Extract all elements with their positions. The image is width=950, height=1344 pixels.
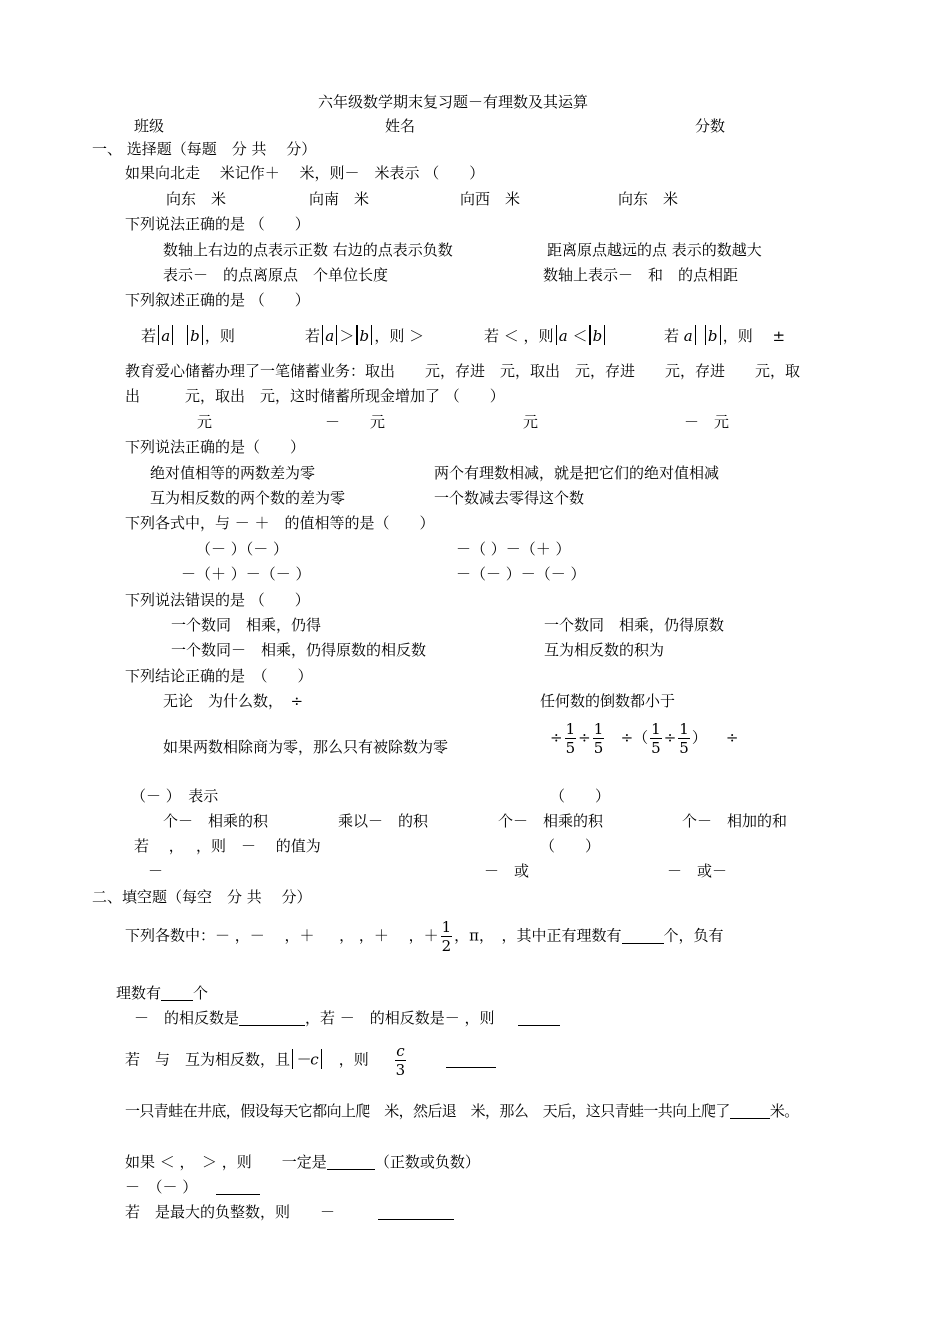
q6-option-c: －（＋ ）－（－ ） (181, 565, 311, 583)
q4-stem-line2: 出 元，取出 元，这时储蓄所现金增加了 （ ） (125, 387, 505, 405)
q8-option-c: 如果两数相除商为零，那么只有被除数为零 (163, 738, 449, 756)
q10-stem: 若 ， ，则 － 的值为 (134, 837, 321, 855)
q2-option-b: 距离原点越远的点 表示的数越大 (547, 241, 762, 259)
q1-option-c: 向西 米 (460, 190, 521, 208)
q10-option-b: － 或 (484, 862, 530, 880)
q10-answer-paren: （ ） (540, 837, 601, 855)
q5-option-c: 互为相反数的两个数的差为零 (150, 489, 346, 507)
blank-frog-distance[interactable] (730, 1102, 770, 1119)
q3-option-a: 若 a b ，则 (141, 327, 235, 345)
q2-stem: 下列说法正确的是 （ ） (125, 215, 310, 233)
section-1-heading: 一、 选择题（每题 分 共 分） (92, 140, 317, 158)
page-title: 六年级数学期末复习题－有理数及其运算 (318, 93, 589, 111)
q1-stem: 如果向北走 米记作＋ 米，则－ 米表示 （ ） (125, 164, 485, 182)
q6-option-d: －（－ ）－（－ ） (456, 565, 586, 583)
q6-stem: 下列各式中，与 － ＋ 的值相等的是（ ） (125, 514, 435, 532)
blank-opposite-number[interactable] (239, 1009, 305, 1026)
q3-option-d: 若 a b ，则 ± (664, 327, 786, 345)
q1-option-a: 向东 米 (166, 190, 227, 208)
q10-option-a: － (148, 862, 164, 880)
q3-option-c: 若 ＜ ，则 a ＜ b (484, 325, 607, 345)
q8-option-d: ÷ $\frac{1}{5}$ ÷ $\frac{1}{5}$ ÷（ $\frac{1}{5}$ ÷ $\frac{1}{5}$ ） ÷ (550, 720, 739, 757)
blank-c-over-3[interactable] (446, 1051, 496, 1068)
q6-option-a: （－ ）（－ ） (196, 540, 289, 558)
section-2-heading: 二、填空题（每空 分 共 分） (92, 888, 312, 906)
blank-opposite-result[interactable] (518, 1009, 560, 1026)
q6-option-b: －（ ）－（＋ ） (456, 540, 571, 558)
q3-stem: 下列叙述正确的是 （ ） (125, 291, 310, 309)
q1-option-d: 向东 米 (618, 190, 679, 208)
fill-2: － 的相反数是 ，若 － 的相反数是－ ，则 (134, 1009, 560, 1027)
q2-option-c: 表示－ 的点离原点 个单位长度 (163, 266, 389, 284)
fill-7: 若 是最大的负整数，则 － (125, 1203, 454, 1221)
blank-expression-result[interactable] (216, 1178, 260, 1195)
q4-option-a: 元 (197, 413, 213, 431)
q5-stem: 下列说法正确的是（ ） (125, 438, 306, 456)
fill-3: 若 与 互为相反数，且 －c ，则 $\frac{c}{3}$ (125, 1042, 496, 1079)
q5-option-a: 绝对值相等的两数差为零 (150, 464, 316, 482)
q7-option-a: 一个数同 相乘，仍得 (171, 616, 322, 634)
q4-stem-line1: 教育爱心储蓄办理了一笔储蓄业务：取出 元，存进 元，取出 元，存进 元，存进 元，取 (125, 362, 801, 380)
q8-stem: 下列结论正确的是 （ ） (125, 667, 313, 685)
q3-option-b: 若 a ＞ b ，则 ＞ (305, 327, 425, 345)
q9-option-c: 个－ 相乘的积 (498, 812, 604, 830)
q7-option-b: 一个数同 相乘，仍得原数 (544, 616, 725, 634)
q4-option-c: 元 (523, 413, 539, 431)
q9-stem: （－ ） 表示 (131, 787, 219, 805)
q2-option-d: 数轴上表示－ 和 的点相距 (543, 266, 739, 284)
blank-sign[interactable] (327, 1153, 375, 1170)
q7-option-c: 一个数同－ 相乘，仍得原数的相反数 (171, 641, 427, 659)
blank-positive-rationals[interactable] (622, 927, 664, 944)
fill-6: － （－ ） (125, 1178, 260, 1196)
class-label: 班级 (134, 117, 165, 135)
fill-1-line2: 理数有 个 (116, 984, 209, 1002)
q4-option-d: － 元 (684, 413, 730, 431)
name-label: 姓名 (385, 117, 416, 135)
q8-option-a: 无论 为什么数， ÷ (163, 692, 304, 710)
q7-stem: 下列说法错误的是 （ ） (125, 591, 310, 609)
q10-option-c: － 或－ (667, 862, 728, 880)
blank-negative-rationals[interactable] (161, 984, 193, 1001)
q5-option-b: 两个有理数相减，就是把它们的绝对值相减 (434, 464, 720, 482)
q9-option-d: 个－ 相加的和 (682, 812, 788, 830)
q2-option-a: 数轴上右边的点表示正数 右边的点表示负数 (163, 241, 453, 259)
fill-1-line1: 下列各数中：－ ，－ ，＋ ， ，＋ ，＋ $\frac{1}{2}$ ，π， ，其中正有理数有 个，负有 (125, 918, 724, 955)
blank-largest-negative[interactable] (378, 1203, 454, 1220)
q9-option-b: 乘以－ 的积 (338, 812, 429, 830)
q8-option-b: 任何数的倒数都小于 (540, 692, 676, 710)
fill-4: 一只青蛙在井底，假设每天它都向上爬 米，然后退 米，那么 天后，这只青蛙一共向上爬了 米。 (125, 1102, 799, 1120)
fill-5: 如果 ＜ ， ＞ ，则 一定是 （正数或负数） (125, 1153, 480, 1171)
q4-option-b: － 元 (325, 413, 386, 431)
score-label: 分数 (695, 117, 726, 135)
q1-option-b: 向南 米 (309, 190, 370, 208)
q5-option-d: 一个数减去零得这个数 (434, 489, 585, 507)
q9-option-a: 个－ 相乘的积 (163, 812, 269, 830)
q9-answer-paren: （ ） (550, 787, 611, 805)
q7-option-d: 互为相反数的积为 (544, 641, 665, 659)
